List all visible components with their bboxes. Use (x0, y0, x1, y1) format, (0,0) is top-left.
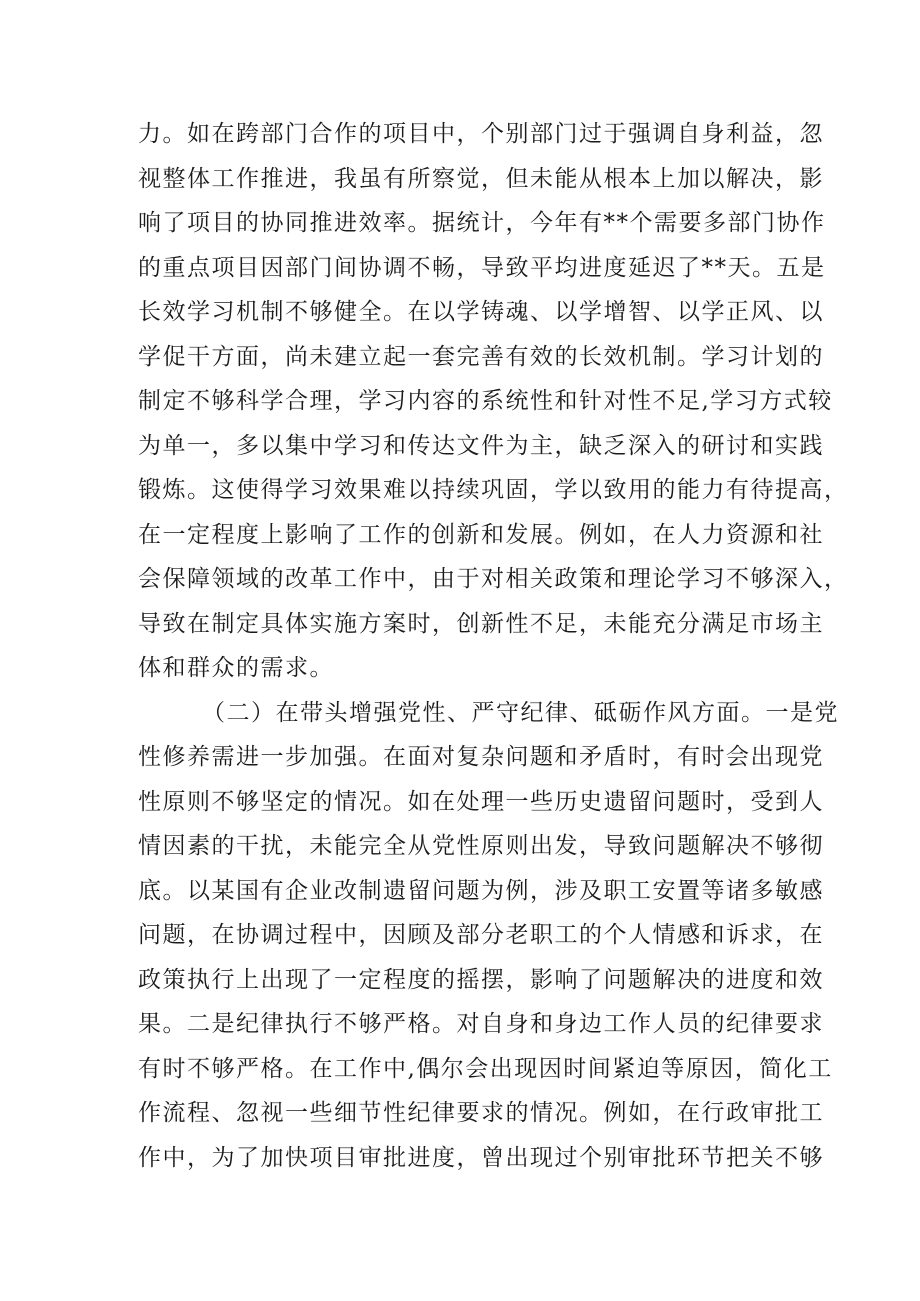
paragraph-line: 导致在制定具体实施方案时，创新性不足，未能充分满足市场主 (138, 610, 824, 637)
paragraph-line: 锻炼。这使得学习效果难以持续巩固，学以致用的能力有待提高， (138, 477, 849, 503)
paragraph-1 (138, 112, 849, 691)
paragraph-line: 视整体工作推进，我虽有所察觉，但未能从根本上加以解决，影 (138, 165, 824, 192)
paragraph-line: 作中，为了加快项目审批进度，曾出现过个别审批环节把关不够 (138, 1144, 824, 1171)
paragraph-line: 作流程、忽视一些细节性纪律要求的情况。例如，在行政审批工 (138, 1100, 824, 1126)
paragraph-line: 底。以某国有企业改制遗留问题为例，涉及职工安置等诸多敏感 (138, 877, 824, 904)
paragraph-2 (138, 691, 839, 1181)
paragraph-line: 在一定程度上影响了工作的创新和发展。例如，在人力资源和社 (138, 521, 824, 548)
paragraph-line: 响了项目的协同推进效率。据统计，今年有**个需要多部门协作 (138, 210, 826, 236)
paragraph-line: 有时不够严格。在工作中,偶尔会出现因时间紧迫等原因，简化工 (138, 1055, 833, 1082)
paragraph-line: 的重点项目因部门间协调不畅，导致平均进度延迟了**天。五是 (138, 254, 826, 281)
paragraph-line: 性原则不够坚定的情况。如在处理一些历史遗留问题时，受到人 (138, 788, 824, 815)
document-body (138, 112, 849, 1180)
paragraph-line: 制定不够科学合理，学习内容的系统性和针对性不足,学习方式较 (138, 388, 833, 414)
paragraph-line: 会保障领域的改革工作中，由于对相关政策和理论学习不够深入， (138, 566, 849, 592)
paragraph-line: 长效学习机制不够健全。在以学铸魂、以学增智、以学正风、以 (138, 299, 824, 325)
paragraph-line: 体和群众的需求。 (138, 655, 334, 681)
paragraph-line: 学促干方面，尚未建立起一套完善有效的长效机制。学习计划的 (138, 343, 824, 370)
paragraph-line: 政策执行上出现了一定程度的摇摆，影响了问题解决的进度和效 (138, 966, 824, 993)
paragraph-line: 果。二是纪律执行不够严格。对自身和身边工作人员的纪律要求 (138, 1011, 824, 1037)
paragraph-line: 为单一，多以集中学习和传达文件为主，缺乏深入的研讨和实践 (138, 432, 824, 459)
paragraph-line: 问题，在协调过程中，因顾及部分老职工的个人情感和诉求，在 (138, 922, 824, 948)
paragraph-line: 情因素的干扰，未能完全从党性原则出发，导致问题解决不够彻 (138, 833, 824, 859)
paragraph-line: （二）在带头增强党性、严守纪律、砥砺作风方面。一是党 (202, 699, 839, 726)
paragraph-line: 性修养需进一步加强。在面对复杂问题和矛盾时，有时会出现党 (138, 744, 824, 770)
paragraph-line: 力。如在跨部门合作的项目中，个别部门过于强调自身利益，忽 (138, 121, 824, 147)
